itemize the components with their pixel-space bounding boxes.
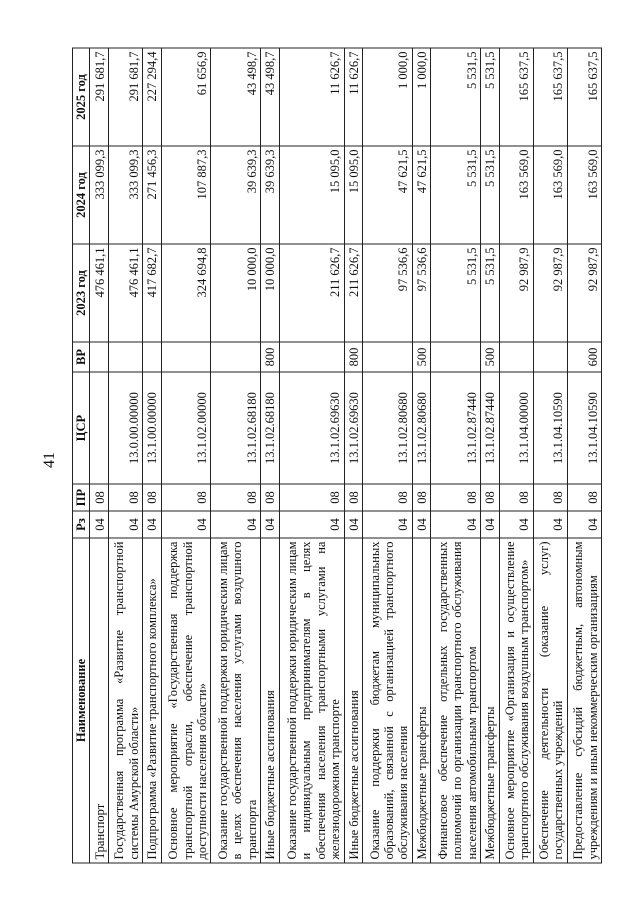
row-vr	[90, 342, 109, 372]
row-rz: 04	[363, 511, 413, 538]
row-value-2025: 11 626,7	[344, 48, 363, 146]
budget-table-container	[72, 49, 602, 864]
row-value-2024: 47 621,5	[363, 146, 413, 244]
row-name: Финансовое обеспечение отдельных государственных полномочий по организации транспортного обслуживания населения автомобильным транспортом	[431, 538, 481, 863]
table-header-row	[73, 48, 90, 863]
row-rz: 04	[480, 511, 499, 538]
row-value-2023: 97 536,6	[363, 244, 413, 342]
table-row	[211, 48, 261, 863]
table-row	[412, 48, 431, 863]
table-row	[143, 48, 162, 863]
row-value-2025: 43 498,7	[260, 48, 279, 146]
table-row	[344, 48, 363, 863]
row-vr	[533, 342, 567, 372]
row-csr: 13.0.00.00000	[109, 372, 143, 484]
row-pr: 08	[480, 484, 499, 511]
header-pr: ПР	[73, 484, 90, 511]
row-vr: 500	[480, 342, 499, 372]
row-vr	[211, 342, 261, 372]
row-rz: 04	[109, 511, 143, 538]
table-row	[279, 48, 344, 863]
row-value-2024: 163 569,0	[567, 146, 601, 244]
row-csr: 13.1.04.10590	[567, 372, 601, 484]
row-value-2023: 476 461,1	[109, 244, 143, 342]
row-rz: 04	[279, 511, 344, 538]
row-name: Иные бюджетные ассигнования	[344, 538, 363, 863]
table-row	[533, 48, 567, 863]
table-row	[567, 48, 601, 863]
row-value-2023: 92 987,9	[533, 244, 567, 342]
row-value-2025: 291 681,7	[90, 48, 109, 146]
row-vr	[109, 342, 143, 372]
header-name: Наименование	[73, 538, 90, 863]
header-csr: ЦСР	[73, 372, 90, 484]
row-name: Оказание государственной поддержки юридическим лицам и индивидуальным предпринимателям в целях обеспечения населения транспортными услугами на железнодорожном транспорте	[279, 538, 344, 863]
row-pr: 08	[161, 484, 211, 511]
table-row	[363, 48, 413, 863]
row-vr	[161, 342, 211, 372]
row-value-2024: 163 569,0	[499, 146, 533, 244]
row-rz: 04	[499, 511, 533, 538]
row-value-2023: 5 531,5	[480, 244, 499, 342]
row-pr: 08	[260, 484, 279, 511]
row-value-2025: 5 531,5	[431, 48, 481, 146]
row-vr	[431, 342, 481, 372]
row-name: Транспорт	[90, 538, 109, 863]
row-value-2025: 165 637,5	[533, 48, 567, 146]
table-row	[161, 48, 211, 863]
row-rz: 04	[260, 511, 279, 538]
row-csr: 13.1.04.10590	[533, 372, 567, 484]
row-name: Обеспечение деятельности (оказание услуг) государственных учреждений	[533, 538, 567, 863]
row-rz: 04	[431, 511, 481, 538]
header-vr: ВР	[73, 342, 90, 372]
row-csr	[90, 372, 109, 484]
row-pr: 08	[431, 484, 481, 511]
row-csr: 13.1.02.69630	[279, 372, 344, 484]
row-rz: 04	[344, 511, 363, 538]
row-csr: 13.1.02.68180	[211, 372, 261, 484]
table-row	[499, 48, 533, 863]
row-name: Государственная программа «Развитие транспортной системы Амурской области»	[109, 538, 143, 863]
row-name: Иные бюджетные ассигнования	[260, 538, 279, 863]
row-value-2024: 163 569,0	[533, 146, 567, 244]
row-rz: 04	[211, 511, 261, 538]
row-value-2024: 271 456,3	[143, 146, 162, 244]
row-value-2023: 92 987,9	[567, 244, 601, 342]
row-value-2025: 1 000,0	[412, 48, 431, 146]
row-vr: 500	[412, 342, 431, 372]
row-value-2024: 15 095,0	[344, 146, 363, 244]
row-value-2023: 97 536,6	[412, 244, 431, 342]
row-csr: 13.1.02.87440	[431, 372, 481, 484]
page-number: 41	[41, 452, 58, 468]
row-value-2024: 39 639,3	[260, 146, 279, 244]
row-pr: 08	[412, 484, 431, 511]
row-value-2023: 5 531,5	[431, 244, 481, 342]
row-pr: 08	[567, 484, 601, 511]
row-value-2024: 39 639,3	[211, 146, 261, 244]
row-rz: 04	[90, 511, 109, 538]
row-name: Основное мероприятие «Организация и осуществление транспортного обслуживания воздушным транспортом»	[499, 538, 533, 863]
row-pr: 08	[279, 484, 344, 511]
table-row	[109, 48, 143, 863]
row-vr	[279, 342, 344, 372]
row-vr	[499, 342, 533, 372]
row-csr: 13.1.02.68180	[260, 372, 279, 484]
row-value-2024: 333 099,3	[109, 146, 143, 244]
row-pr: 08	[109, 484, 143, 511]
row-value-2025: 227 294,4	[143, 48, 162, 146]
header-2024: 2024 год	[73, 146, 90, 244]
row-value-2025: 165 637,5	[499, 48, 533, 146]
row-pr: 08	[363, 484, 413, 511]
row-vr	[143, 342, 162, 372]
row-csr: 13.1.02.00000	[161, 372, 211, 484]
row-vr: 600	[567, 342, 601, 372]
row-pr: 08	[211, 484, 261, 511]
row-value-2025: 11 626,7	[279, 48, 344, 146]
row-value-2025: 43 498,7	[211, 48, 261, 146]
row-value-2024: 5 531,5	[480, 146, 499, 244]
row-value-2025: 165 637,5	[567, 48, 601, 146]
row-value-2023: 476 461,1	[90, 244, 109, 342]
header-rz: Рз	[73, 511, 90, 538]
row-csr: 13.1.02.80680	[412, 372, 431, 484]
table-row	[431, 48, 481, 863]
row-value-2023: 417 682,7	[143, 244, 162, 342]
row-name: Подпрограмма «Развитие транспортного комплекса»	[143, 538, 162, 863]
row-value-2025: 1 000,0	[363, 48, 413, 146]
row-rz: 04	[567, 511, 601, 538]
row-pr: 08	[143, 484, 162, 511]
row-value-2023: 10 000,0	[260, 244, 279, 342]
row-pr: 08	[90, 484, 109, 511]
row-name: Предоставление субсидий бюджетным, автономным учреждениям и иным некоммерческим организациям	[567, 538, 601, 863]
row-value-2024: 107 887,3	[161, 146, 211, 244]
row-value-2023: 211 626,7	[279, 244, 344, 342]
row-value-2024: 47 621,5	[412, 146, 431, 244]
row-value-2023: 92 987,9	[499, 244, 533, 342]
table-row	[480, 48, 499, 863]
row-csr: 13.1.00.00000	[143, 372, 162, 484]
row-value-2024: 333 099,3	[90, 146, 109, 244]
row-name: Основное мероприятие «Государственная поддержка транспортной отрасли, обеспечение транспортной доступности населения области»	[161, 538, 211, 863]
row-value-2023: 10 000,0	[211, 244, 261, 342]
row-rz: 04	[161, 511, 211, 538]
row-value-2023: 211 626,7	[344, 244, 363, 342]
table-row	[90, 48, 109, 863]
row-name: Оказание государственной поддержки юридическим лицам в целях обеспечения населения услугами воздушного транспорта	[211, 538, 261, 863]
row-name: Межбюджетные трансферты	[480, 538, 499, 863]
row-rz: 04	[412, 511, 431, 538]
table-row	[260, 48, 279, 863]
row-value-2025: 5 531,5	[480, 48, 499, 146]
budget-table	[72, 48, 602, 864]
row-value-2025: 61 656,9	[161, 48, 211, 146]
row-value-2024: 15 095,0	[279, 146, 344, 244]
row-value-2023: 324 694,8	[161, 244, 211, 342]
row-vr: 800	[260, 342, 279, 372]
table-body	[90, 48, 602, 863]
header-2025: 2025 год	[73, 48, 90, 146]
row-name: Межбюджетные трансферты	[412, 538, 431, 863]
row-csr: 13.1.02.87440	[480, 372, 499, 484]
header-2023: 2023 год	[73, 244, 90, 342]
row-csr: 13.1.02.69630	[344, 372, 363, 484]
row-vr: 800	[344, 342, 363, 372]
row-value-2024: 5 531,5	[431, 146, 481, 244]
row-pr: 08	[533, 484, 567, 511]
row-vr	[363, 342, 413, 372]
row-value-2025: 291 681,7	[109, 48, 143, 146]
row-csr: 13.1.04.00000	[499, 372, 533, 484]
row-csr: 13.1.02.80680	[363, 372, 413, 484]
row-pr: 08	[344, 484, 363, 511]
row-name: Оказание поддержки бюджетам муниципальных образований, связанной с организацией транспортного обслуживания населения	[363, 538, 413, 863]
row-pr: 08	[499, 484, 533, 511]
row-rz: 04	[143, 511, 162, 538]
row-rz: 04	[533, 511, 567, 538]
